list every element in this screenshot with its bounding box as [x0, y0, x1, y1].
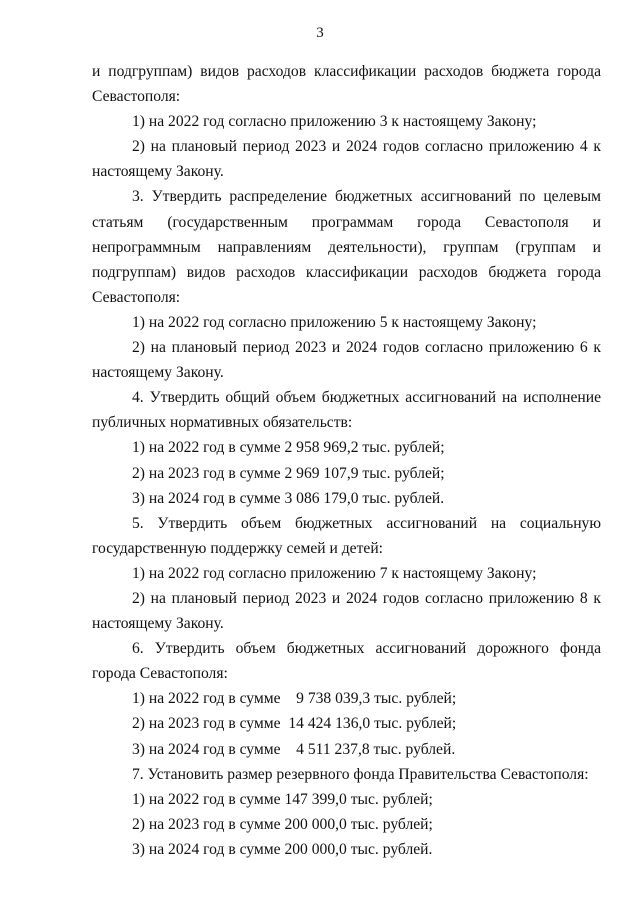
paragraph: 6. Утвердить объем бюджетных ассигнований дорожного фонда города Севастополя:	[92, 640, 601, 683]
paragraph: и подгруппам) видов расходов классификации расходов бюджета города Севастополя:	[92, 63, 601, 106]
list-item: 1) на 2022 год согласно приложению 5 к настоящему Закону;	[132, 313, 537, 331]
list-item: 1) на 2022 год согласно приложению 3 к настоящему Закону;	[132, 113, 537, 131]
list-item: 2) на 2023 год в сумме 2 969 107,9 тыс. рублей;	[132, 464, 445, 482]
list-item: 1) на 2022 год в сумме 2 958 969,2 тыс. рублей;	[132, 439, 445, 457]
page-number: 3	[316, 25, 324, 41]
list-item: 2) на плановый период 2023 и 2024 годов согласно приложению 8 к настоящему Закону.	[92, 589, 601, 633]
list-item: 2) на 2023 год в сумме 200 000,0 тыс. рублей;	[132, 815, 433, 833]
list-item: 3) на 2024 год в сумме 3 086 179,0 тыс. рублей.	[132, 489, 445, 507]
list-item: 2) на плановый период 2023 и 2024 годов согласно приложению 4 к настоящему Закону.	[92, 138, 601, 181]
list-item: 1) на 2022 год согласно приложению 7 к настоящему Закону;	[132, 564, 537, 582]
paragraph: 7. Установить размер резервного фонда Правительства Севастополя:	[132, 765, 589, 783]
paragraph: 5. Утвердить объем бюджетных ассигнований на социальную государственную поддержку семей и детей:	[92, 514, 601, 557]
list-item: 1) на 2022 год в сумме 147 399,0 тыс. рублей;	[132, 790, 433, 808]
paragraph: 4. Утвердить общий объем бюджетных ассигнований на исполнение публичных нормативных обязательств:	[92, 389, 601, 432]
list-item: 2) на плановый период 2023 и 2024 годов согласно приложению 6 к настоящему Закону.	[92, 339, 601, 382]
list-item: 2) на 2023 год в сумме 14 424 136,0 тыс. рублей;	[132, 715, 457, 733]
document-body	[92, 59, 601, 862]
paragraph: 3. Утвердить распределение бюджетных ассигнований по целевым статьям (государственным программам города Севастополя и непрограммным направлениям деятельности), группам (группам и подгруппам) видов расходов классификации расходов бюджета города Севастополя:	[92, 188, 601, 306]
list-item: 3) на 2024 год в сумме 4 511 237,8 тыс. рублей.	[132, 740, 456, 758]
list-item: 1) на 2022 год в сумме 9 738 039,3 тыс. рублей;	[132, 690, 457, 708]
list-item: 3) на 2024 год в сумме 200 000,0 тыс. рублей.	[132, 840, 433, 858]
